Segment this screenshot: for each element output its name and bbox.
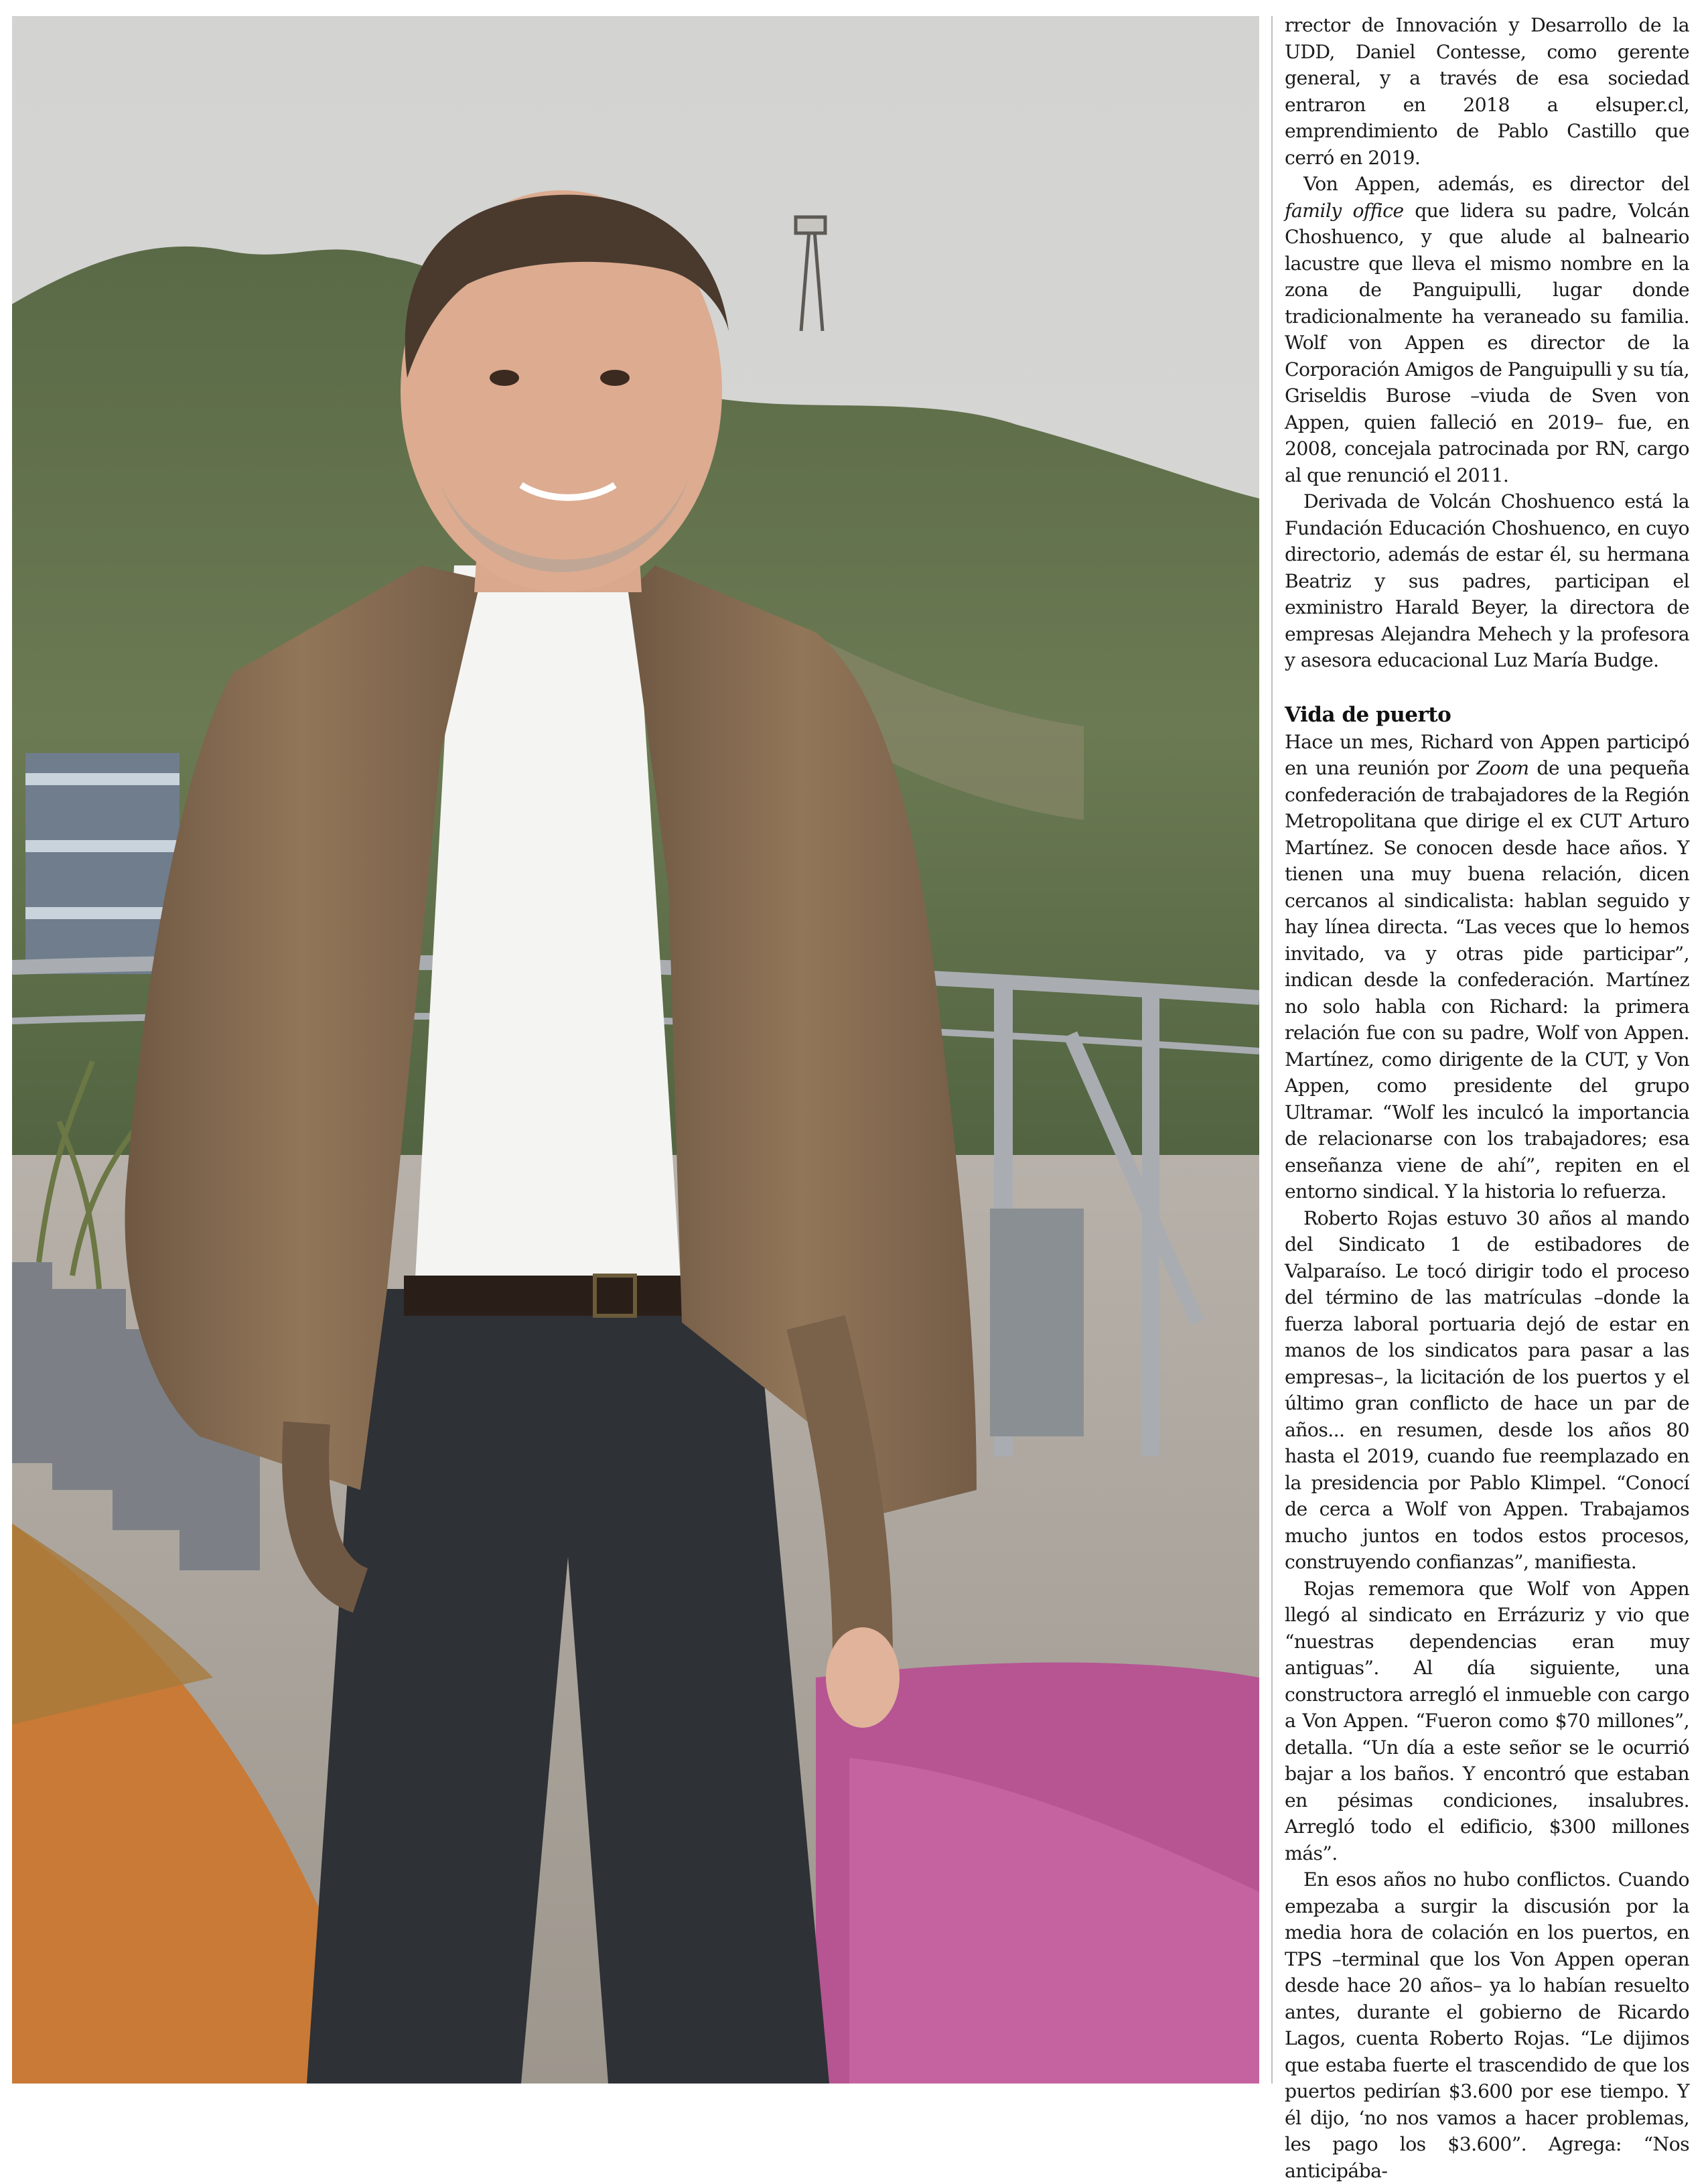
paragraph-2-italic: family office	[1285, 199, 1404, 222]
paragraph-5: Roberto Rojas estuvo 30 años al mando del Sindicato 1 de estibadores de Valparaíso. Le tocó dirigir todo el proceso del término de las matrículas –donde la fuerza laboral portuaria dejó de estar en manos de los sindicatos para pasar a las empresas–, la licitación de los puertos y el último gran conflicto de hace un par de años... en resumen, desde los años 80 hasta el 2019, cuando fue reemplazado en la presidencia por Pablo Klimpel. “Conocí de cerca a Wolf von Appen. Trabajamos mucho juntos en todos estos procesos, construyendo confianzas”, manifiesta.	[1285, 1207, 1689, 1573]
paragraph-4-italic: Zoom	[1476, 757, 1529, 779]
paragraph-2-text-a: Von Appen, además, es director del	[1303, 173, 1689, 195]
paragraph-4	[1285, 729, 1689, 1205]
paragraph-1: rrector de Innovación y Desarrollo de la UDD, Daniel Contesse, como gerente general, y a través de esa sociedad entraron en 2018 a elsuper.cl, emprendimiento de Pablo Castillo que cerró en 2019.	[1285, 14, 1689, 169]
right-hand	[826, 1627, 900, 1728]
right-eye	[600, 370, 630, 386]
portrait-photo	[12, 16, 1259, 2084]
paragraph-2	[1285, 171, 1689, 488]
paragraph-3: Derivada de Volcán Choshuenco está la Fundación Educación Choshuenco, en cuyo directorio, además de estar él, su hermana Beatriz y sus padres, participan el exministro Harald Beyer, la directora de empresas Alejandra Mehech y la profesora y asesora educacional Luz María Budge.	[1285, 490, 1689, 671]
paragraph-7: En esos años no hubo conflictos. Cuando empezaba a surgir la discusión por la media hora de colación en los puertos, en TPS –terminal que los Von Appen operan desde hace 20 años– ya lo habían resuelto antes, durante el gobierno de Ricardo Lagos, cuenta Roberto Rojas. “Le dijimos que estaba fuerte el trascendido de que los puertos pedirían $3.600 por ese tiempo. Y él dijo, ‘no nos vamos a hacer problemas, les pago los $3.600”. Agrega: “Nos anticipába-	[1285, 1868, 1689, 2182]
article-column	[1285, 12, 1689, 2184]
left-eye	[490, 370, 519, 386]
paragraph-6: Rojas rememora que Wolf von Appen llegó al sindicato en Errázuriz y vio que “nuestras dependencias eran muy antiguas”. Al día siguiente, una constructora arregló el inmueble con cargo a Von Appen. “Fueron como $70 millones”, detalla. “Un día a este señor se le ocurrió bajar a los baños. Y encontró que estaban en pésimas condiciones, insalubres. Arregló todo el edificio, $300 millones más”.	[1285, 1577, 1689, 1864]
belt	[404, 1276, 705, 1316]
subheading: Vida de puerto	[1285, 702, 1451, 727]
column-rule	[1271, 16, 1273, 2084]
paragraph-4-text-b: de una pequeña confederación de trabajadores de la Región Metropolitana que dirige el ex CUT Arturo Martínez. Se conocen desde hace años. Y tienen una muy buena relación, dicen cercanos al sindicalista: hablan seguido y hay línea directa. “Las veces que lo hemos invitado, va y otras pide participar”, indican desde la confederación. Martínez no solo habla con Richard: la primera relación fue con su padre, Wolf von Appen. Martínez, como dirigente de la CUT, y Von Appen, como presidente del grupo Ultramar. “Wolf les inculcó la importancia de relacionarse con los trabajadores; esa enseñanza viene de ahí”, repiten en el entorno sindical. Y la historia lo refuerza.	[1285, 757, 1690, 1203]
paragraph-4-text-a: Hace un mes, Richard von Appen participó en una reunión por	[1285, 730, 1689, 779]
portrait-illustration	[12, 16, 1259, 2084]
paragraph-2-text-b: que lidera su padre, Volcán Choshuenco, y que alude al balneario lacustre que lleva el mismo nombre en la zona de Panguipulli, lugar donde tradicionalmente ha veraneado su familia. Wolf von Appen es director de la Corporación Amigos de Panguipulli y su tía, Griseldis Burose –viuda de Sven von Appen, quien falleció en 2019– fue, en 2008, concejala patrocinada por RN, cargo al que renunció el 2011.	[1285, 199, 1689, 486]
glass-building	[25, 753, 180, 974]
